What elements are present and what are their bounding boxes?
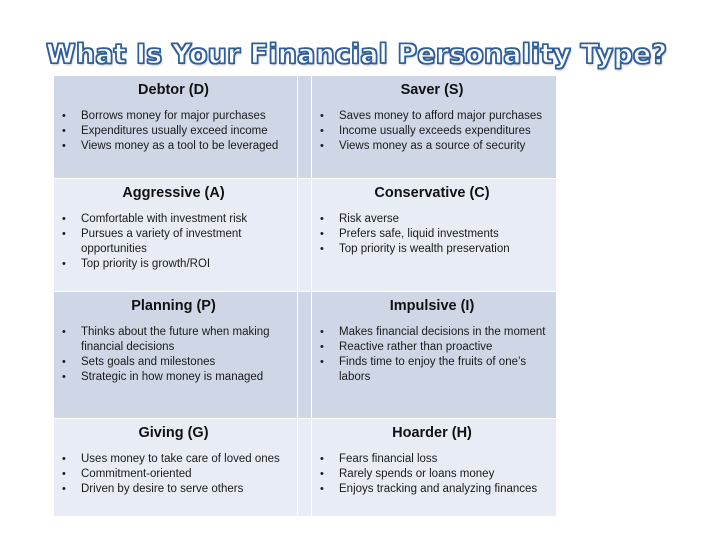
column-gap: [298, 292, 312, 419]
list-item: • Top priority is growth/ROI: [60, 257, 287, 272]
list-item: • Rarely spends or loans money: [318, 467, 546, 482]
cell-aggressive: [54, 179, 298, 292]
list-item: • Finds time to enjoy the fruits of one’s labors: [318, 355, 546, 385]
cell-debtor: [54, 76, 298, 179]
trait-list: [60, 325, 287, 385]
list-item: • Uses money to take care of loved ones: [60, 452, 287, 467]
trait-list: [318, 212, 546, 257]
cell-heading: Conservative (C): [374, 185, 490, 201]
cell-heading: Impulsive (I): [389, 298, 475, 314]
column-gap: [298, 419, 312, 517]
list-item: • Risk averse: [318, 212, 546, 227]
list-item: • Enjoys tracking and analyzing finances: [318, 482, 546, 497]
cell-heading: Debtor (D): [138, 82, 209, 98]
cell-heading: Giving (G): [138, 425, 209, 441]
list-item: • Views money as a tool to be leveraged: [60, 139, 287, 154]
list-item: • Commitment-oriented: [60, 467, 287, 482]
cell-giving: [54, 419, 298, 517]
column-gap: [298, 76, 312, 179]
cell-heading: Aggressive (A): [122, 185, 225, 201]
slide-title: What Is Your Financial Personality Type?: [46, 39, 668, 70]
list-item: • Prefers safe, liquid investments: [318, 227, 546, 242]
cell-impulsive: [312, 292, 557, 419]
list-item: • Comfortable with investment risk: [60, 212, 287, 227]
list-item: • Income usually exceeds expenditures: [318, 124, 546, 139]
column-gap: [298, 179, 312, 292]
cell-hoarder: [312, 419, 557, 517]
list-item: • Expenditures usually exceed income: [60, 124, 287, 139]
cell-conservative: [312, 179, 557, 292]
trait-list: [318, 325, 546, 385]
list-item: • Strategic in how money is managed: [60, 370, 287, 385]
trait-list: [318, 109, 546, 154]
trait-list: [60, 212, 287, 272]
cell-planning: [54, 292, 298, 419]
trait-list: [318, 452, 546, 497]
list-item: • Top priority is wealth preservation: [318, 242, 546, 257]
list-item: • Views money as a source of security: [318, 139, 546, 154]
list-item: • Reactive rather than proactive: [318, 340, 546, 355]
personality-table: [54, 76, 557, 517]
list-item: • Fears financial loss: [318, 452, 546, 467]
cell-heading: Saver (S): [400, 82, 464, 98]
cell-heading: Hoarder (H): [392, 425, 472, 441]
trait-list: [60, 109, 287, 154]
cell-heading: Planning (P): [131, 298, 216, 314]
list-item: • Sets goals and milestones: [60, 355, 287, 370]
list-item: • Thinks about the future when making financial decisions: [60, 325, 287, 355]
list-item: • Driven by desire to serve others: [60, 482, 287, 497]
cell-saver: [312, 76, 557, 179]
list-item: • Borrows money for major purchases: [60, 109, 287, 124]
list-item: • Pursues a variety of investment opportunities: [60, 227, 287, 257]
list-item: • Saves money to afford major purchases: [318, 109, 546, 124]
list-item: • Makes financial decisions in the moment: [318, 325, 546, 340]
trait-list: [60, 452, 287, 497]
